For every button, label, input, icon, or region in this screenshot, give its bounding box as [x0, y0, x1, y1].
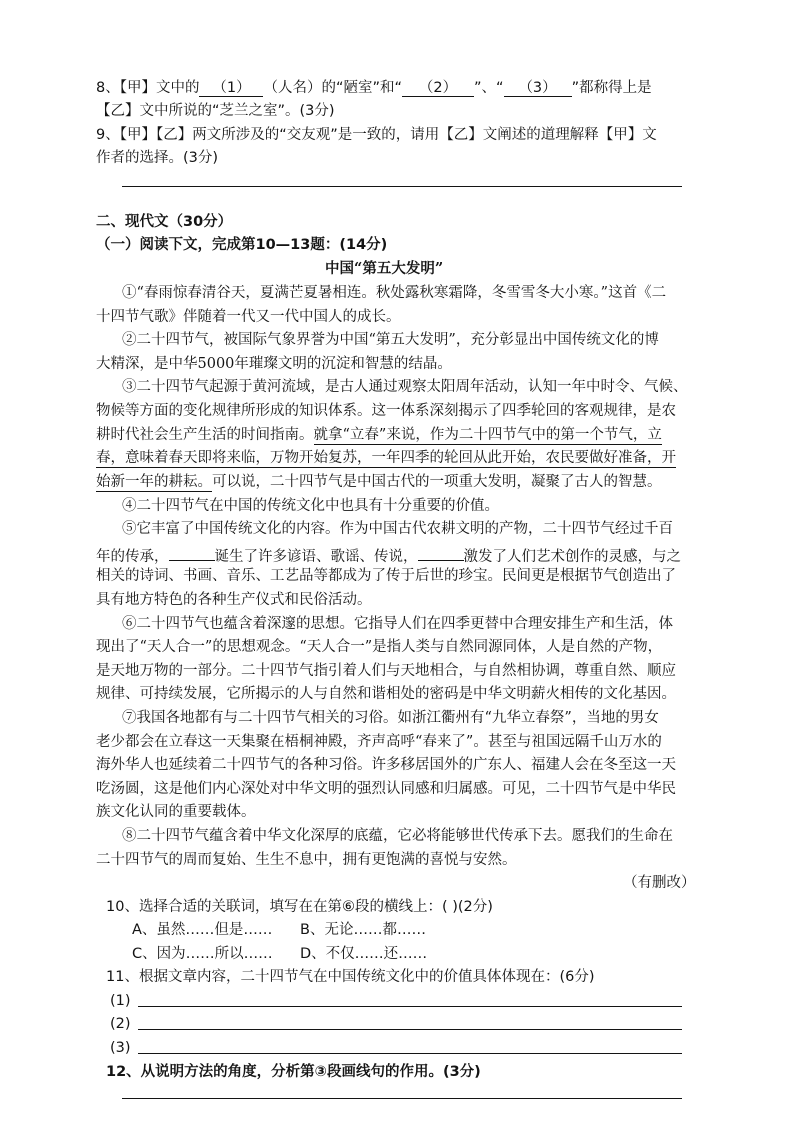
- q9-line1: 9、【甲】【乙】两文所涉及的“交友观”是一致的，请用【乙】文阐述的道理解释【甲】文: [96, 127, 657, 143]
- p3-underlined-sentence-end: 始新一年的耕耘。: [96, 474, 212, 490]
- p1-line2: 十四节气歌》伴随着一代又一代中国人的成长。: [96, 309, 401, 325]
- q8-blank-1[interactable]: （1）: [199, 79, 263, 97]
- p5-line3: 相关的诗词、书画、音乐、工艺品等都成为了传于后世的珍宝。民间更是根据节气创造出了: [96, 568, 676, 584]
- edited-note: （有删改）: [623, 875, 696, 891]
- q8-text-c: ”、“: [474, 80, 504, 96]
- p3-line5-plain: 可以说，二十四节气是中国古代的一项重大发明，凝聚了古人的智慧。: [212, 474, 662, 490]
- p6-line2: 现出了“天人合一”的思想观念。“天人合一”是指人类与自然同源同体，人是自然的产物，: [96, 639, 663, 655]
- q12-answer-line[interactable]: [122, 1098, 682, 1099]
- q9-answer-line[interactable]: [122, 186, 682, 187]
- q11-answer-line-2[interactable]: [138, 1029, 682, 1030]
- q8-blank-2[interactable]: （2）: [402, 79, 474, 97]
- q9-line2: 作者的选择。(3分): [96, 150, 219, 166]
- p5-text-c: 激发了人们艺术创作的灵感，与之: [463, 549, 681, 565]
- p3-line1: ③二十四节气起源于黄河流域，是古人通过观察太阳周年活动，认知一年中时令、气候、: [122, 379, 688, 395]
- p7-line3: 海外华人也延续着二十四节气的各种习俗。许多移居国外的广东人、福建人会在冬至这一天: [96, 757, 676, 773]
- p5-blank-1[interactable]: [169, 543, 215, 561]
- p2-line1: ②二十四节气，被国际气象界誉为中国“第五大发明”，充分彰显出中国传统文化的博: [122, 332, 659, 348]
- q11-answer-line-1[interactable]: [138, 1006, 682, 1007]
- p6-line1: ⑥二十四节气也蕴含着深邃的思想。它指导人们在四季更替中合理安排生产和生活，体: [122, 616, 673, 632]
- q8-blank-3[interactable]: （3）: [504, 79, 572, 97]
- p3-line3-plain: 耕时代社会生产生活的时间指南。: [96, 427, 314, 443]
- p7-line2: 老少都会在立春这一天集聚在梧桐神殿，齐声高呼“春来了”。甚至与祖国远隔千山万水的: [96, 734, 662, 750]
- q8-text-b: （人名）的“陋室”和“: [263, 80, 403, 96]
- q11-answer-line-3[interactable]: [138, 1053, 682, 1054]
- p3-underlined-sentence-mid: 春，意味着春天即将来临，万物开始复苏，一年四季的轮回从此开始，农民要做好准备，开: [96, 450, 676, 466]
- p7-line1: ⑦我国各地都有与二十四节气相关的习俗。如浙江衢州有“九华立春祭”，当地的男女: [122, 710, 659, 726]
- q11-stem: 11、根据文章内容，二十四节气在中国传统文化中的价值具体体现在：(6分): [106, 969, 595, 985]
- q10-option-b[interactable]: B、无论……都……: [300, 922, 426, 938]
- q12-stem: 12、从说明方法的角度，分析第③段画线句的作用。(3分): [106, 1064, 481, 1080]
- p5-text-b: 诞生了许多谚语、歌谣、传说，: [214, 549, 418, 565]
- section-heading: 二、现代文（30分）: [96, 214, 233, 230]
- q10-option-a[interactable]: A、虽然……但是……: [132, 922, 273, 938]
- p3-line5: [96, 472, 662, 492]
- q8-line1: [96, 78, 652, 98]
- q11-label-2: (2): [110, 1016, 131, 1032]
- q8-text-a: 8、【甲】文中的: [96, 80, 200, 96]
- article-title: 中国“第五大发明”: [325, 260, 444, 277]
- p5-blank-2[interactable]: [418, 543, 464, 561]
- p1-line1: ①“春雨惊春清谷天，夏满芒夏暑相连。秋处露秋寒霜降，冬雪雪冬大小寒。”这首《二: [122, 285, 667, 301]
- p7-line4: 吃汤圆，这是他们内心深处对中华文明的强烈认同感和归属感。可见，二十四节气是中华民: [96, 781, 676, 797]
- q10-option-c[interactable]: C、因为……所以……: [132, 946, 273, 962]
- p4-line1: ④二十四节气在中国的传统文化中也具有十分重要的价值。: [122, 498, 499, 514]
- p5-line2: [96, 543, 681, 567]
- p8-line2: 二十四节气的周而复始、生生不息中，拥有更饱满的喜悦与安然。: [96, 852, 517, 868]
- q8-line2: 【乙】文中所说的“芝兰之室”。(3分): [96, 103, 335, 119]
- q8-text-d: ”都称得上是: [571, 80, 652, 96]
- p3-line3: [96, 425, 662, 445]
- p5-text-a: 年的传承，: [96, 549, 169, 565]
- p3-line2: 物候等方面的变化规律所形成的知识体系。这一体系深刻揭示了四季轮回的客观规律，是农: [96, 403, 676, 419]
- p5-line4: 具有地方特色的各种生产仪式和民俗活动。: [96, 592, 372, 608]
- section-subheading: （一）阅读下文，完成第10—13题：(14分): [96, 237, 388, 253]
- q10-stem: 10、选择合适的关联词，填写在在第⑥段的横线上：( )(2分): [106, 899, 493, 915]
- q10-option-d[interactable]: D、不仅……还……: [300, 946, 428, 962]
- q11-label-1: (1): [110, 993, 131, 1009]
- q11-label-3: (3): [110, 1040, 131, 1056]
- p3-line4: [96, 448, 676, 468]
- p6-line3: 是天地万物的一部分。二十四节气指引着人们与天地相合，与自然相协调，尊重自然、顺应: [96, 663, 676, 679]
- p8-line1: ⑧二十四节气蕴含着中华文化深厚的底蕴，它必将能够世代传承下去。愿我们的生命在: [122, 828, 673, 844]
- p5-line1: ⑤它丰富了中国传统文化的内容。作为中国古代农耕文明的产物，二十四节气经过千百: [122, 521, 673, 537]
- p3-underlined-sentence-start: 就拿“立春”来说，作为二十四节气中的第一个节气，立: [313, 427, 662, 443]
- p2-line2: 大精深，是中华5000年璀璨文明的沉淀和智慧的结晶。: [96, 356, 452, 372]
- p7-line5: 族文化认同的重要载体。: [96, 804, 256, 820]
- p6-line4: 规律、可持续发展，它所揭示的人与自然和谐相处的密码是中华文明薪火相传的文化基因。: [96, 686, 676, 702]
